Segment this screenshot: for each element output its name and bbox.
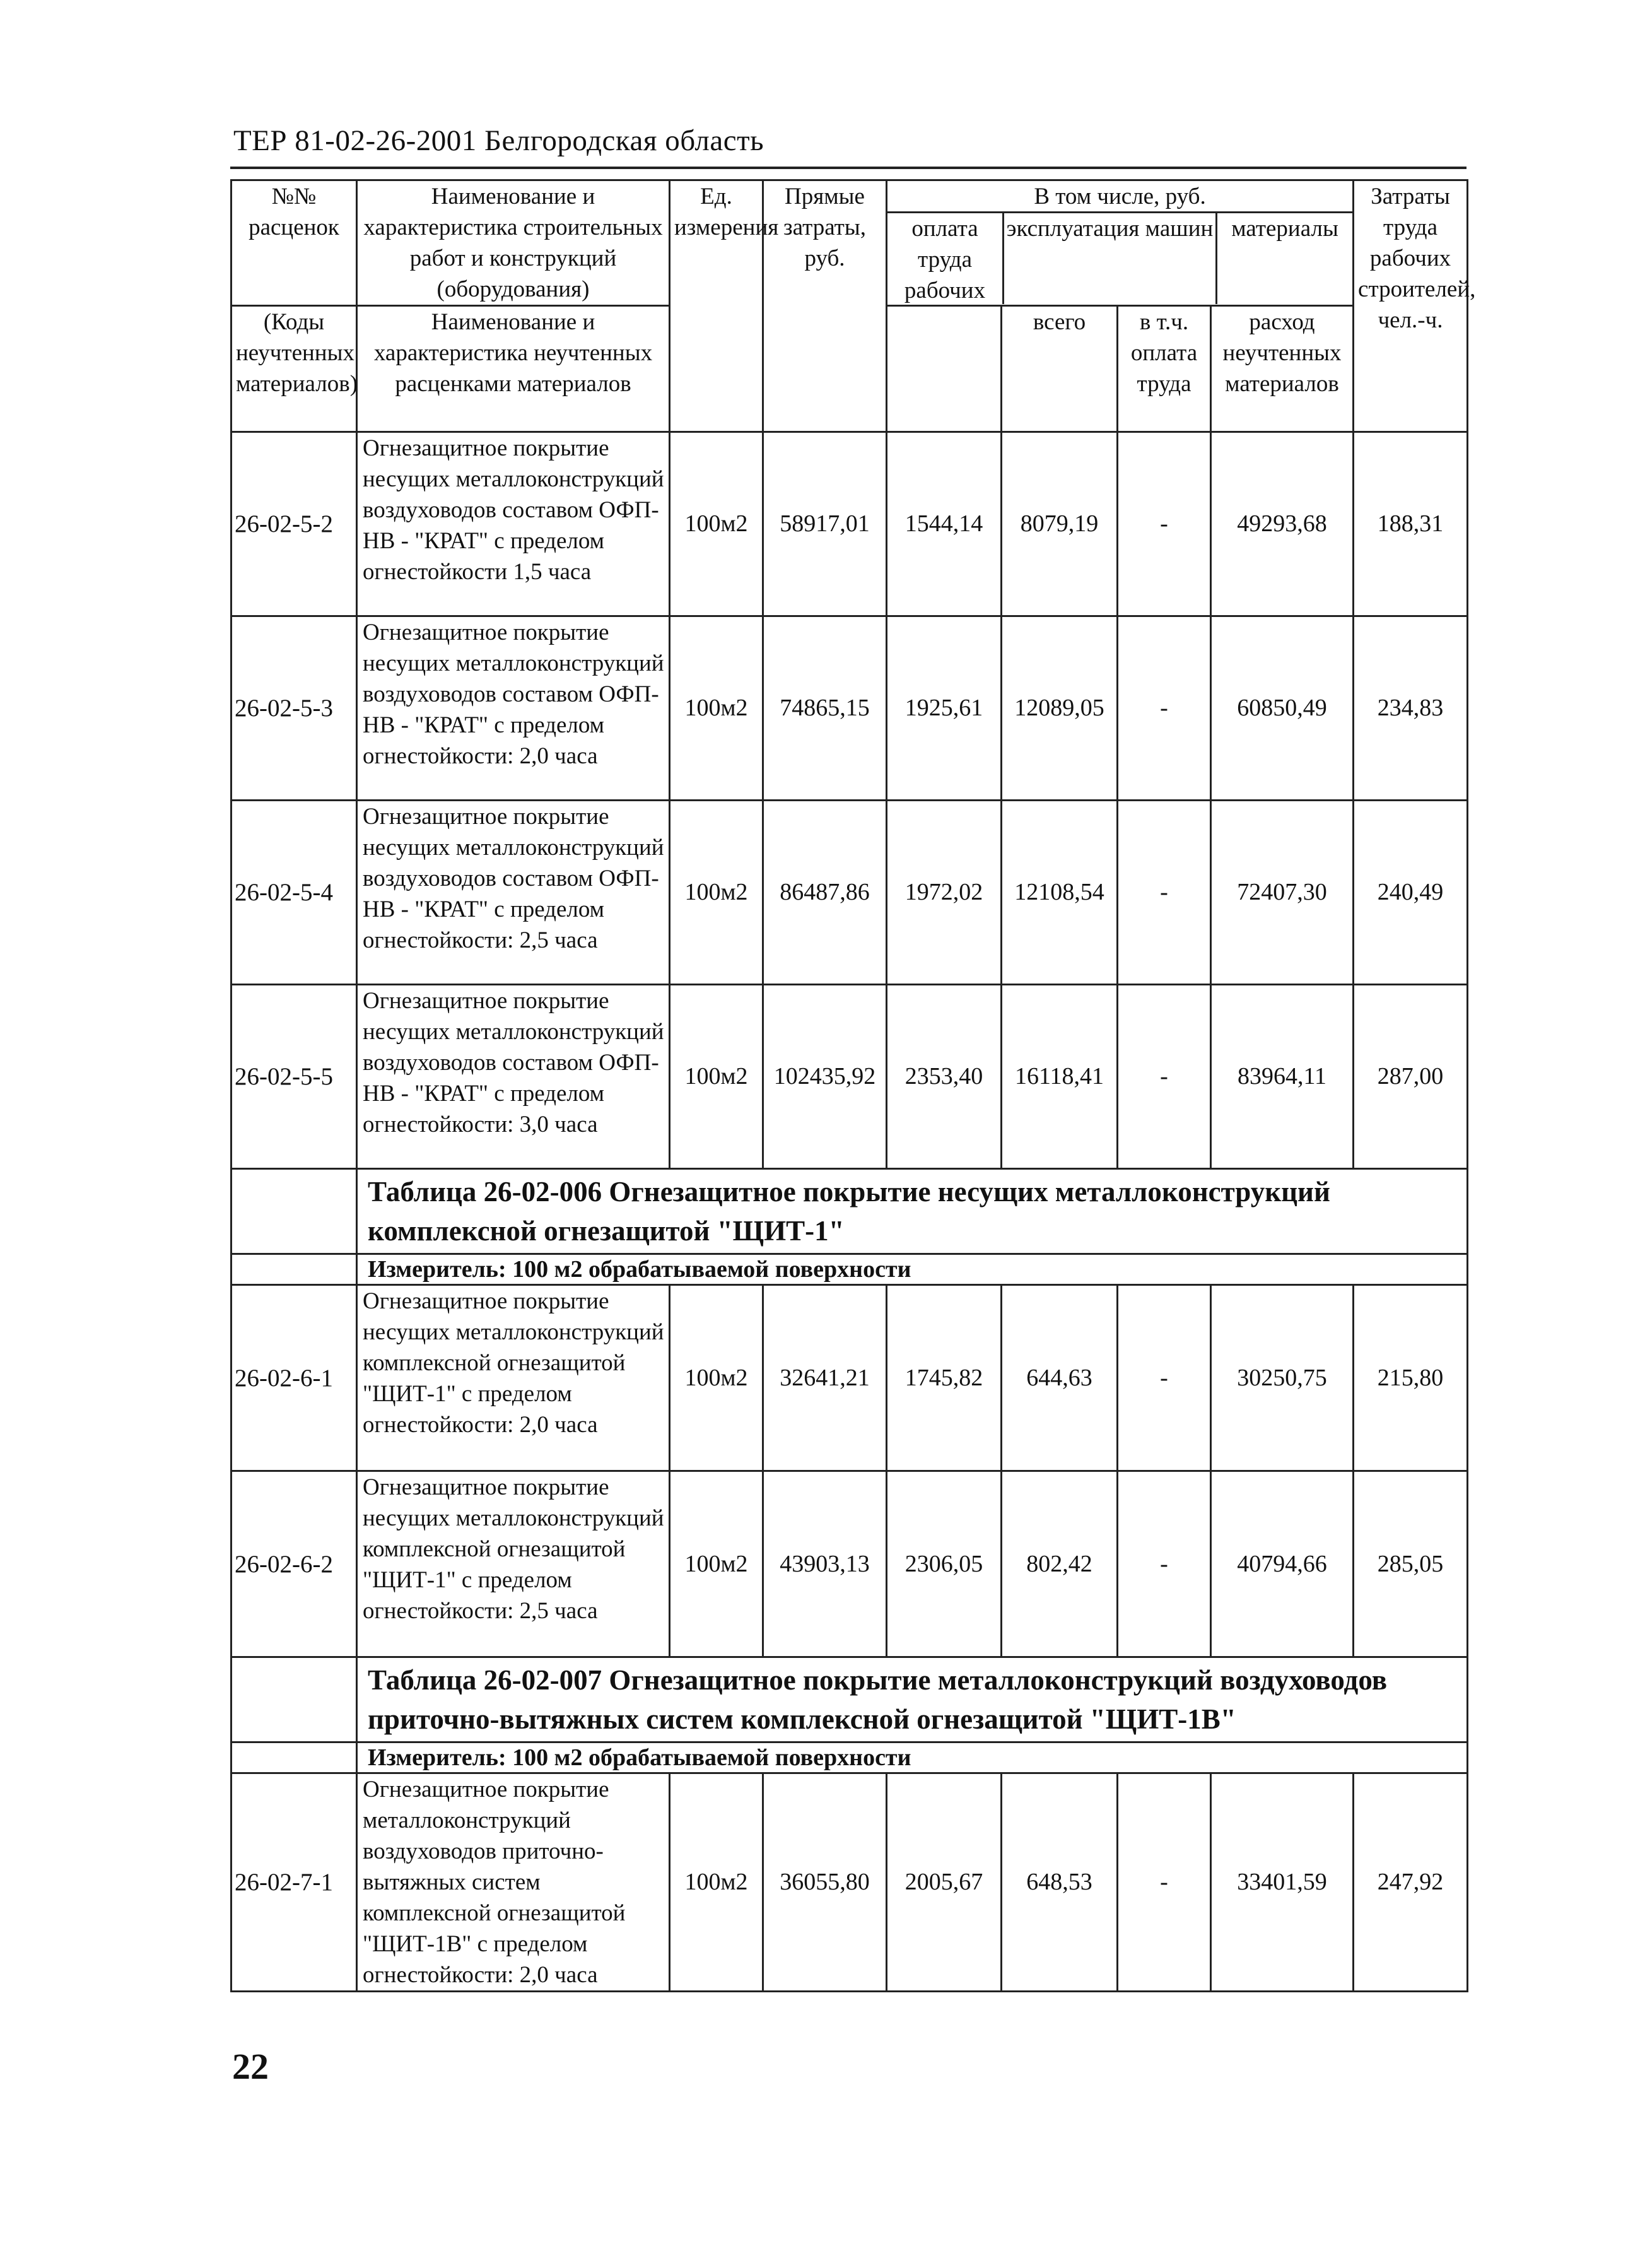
rate-machines-total: 12108,54 xyxy=(1002,801,1118,985)
rate-materials: 40794,66 xyxy=(1211,1471,1354,1657)
rate-machines-labor: - xyxy=(1118,1773,1211,1992)
header-rule xyxy=(230,167,1466,169)
rate-materials: 49293,68 xyxy=(1211,432,1354,616)
header-unit: Ед. измерения xyxy=(670,180,763,432)
rate-materials: 72407,30 xyxy=(1211,801,1354,985)
rate-description: Огнезащитное покрытие металлоконструкций воздуховодов приточно-вытяжных систем комплексной огнезащитой "ЩИТ-1В" с пределом огнестойкости: 2,0 часа xyxy=(357,1773,670,1992)
header-code: №№ расценок xyxy=(231,180,357,306)
rate-labor-pay: 1972,02 xyxy=(887,801,1002,985)
rate-labor-pay: 2306,05 xyxy=(887,1471,1002,1657)
rate-direct: 86487,86 xyxy=(763,801,887,985)
page-number: 22 xyxy=(232,2046,269,2087)
rate-labor-hours: 240,49 xyxy=(1354,801,1468,985)
table-row xyxy=(231,1471,1468,1657)
header-name: Наименование и характеристика строительных работ и конструкций (оборудования) xyxy=(357,180,670,306)
header-labor-costs: Затраты труда рабочих строителей, чел.-ч. xyxy=(1354,180,1468,432)
table-row xyxy=(231,801,1468,985)
rate-machines-total: 648,53 xyxy=(1002,1773,1118,1992)
header-name-sub: Наименование и характеристика неучтенных расценками материалов xyxy=(357,306,670,432)
header-materials-sub: расход неучтенных материалов xyxy=(1211,306,1354,432)
rate-code: 26-02-5-3 xyxy=(231,616,357,801)
section-measure-006: Измеритель: 100 м2 обрабатываемой поверхности xyxy=(357,1254,1468,1285)
header-labor-pay-blank xyxy=(887,306,1002,432)
rate-description: Огнезащитное покрытие несущих металлоконструкций комплексной огнезащитой "ЩИТ-1" с пределом огнестойкости: 2,5 часа xyxy=(357,1471,670,1657)
rate-code: 26-02-5-5 xyxy=(231,985,357,1169)
rate-machines-total: 8079,19 xyxy=(1002,432,1118,616)
rate-unit: 100м2 xyxy=(670,1773,763,1992)
header-machines: эксплуатация машин xyxy=(1004,213,1217,304)
rate-code: 26-02-5-2 xyxy=(231,432,357,616)
rate-materials: 30250,75 xyxy=(1211,1285,1354,1471)
rate-labor-pay: 1925,61 xyxy=(887,616,1002,801)
header-machines-total: всего xyxy=(1002,306,1118,432)
rate-unit: 100м2 xyxy=(670,801,763,985)
header-labor-pay: оплата труда рабочих xyxy=(887,213,1004,304)
table-row xyxy=(231,985,1468,1169)
rate-direct: 43903,13 xyxy=(763,1471,887,1657)
document-header: ТЕР 81-02-26-2001 Белгородская область xyxy=(233,124,764,157)
section-measure-row xyxy=(231,1254,1468,1285)
rate-machines-labor: - xyxy=(1118,801,1211,985)
table-row xyxy=(231,616,1468,801)
rate-code: 26-02-6-2 xyxy=(231,1471,357,1657)
rate-machines-labor: - xyxy=(1118,985,1211,1169)
rate-materials: 33401,59 xyxy=(1211,1773,1354,1992)
header-including: В том числе, руб. xyxy=(887,181,1352,213)
header-including-group xyxy=(887,180,1354,306)
table-row xyxy=(231,432,1468,616)
section-title-007: Таблица 26-02-007 Огнезащитное покрытие металлоконструкций воздуховодов приточно-вытяжных систем комплексной огнезащитой "ЩИТ-1В" xyxy=(357,1657,1468,1742)
rate-unit: 100м2 xyxy=(670,432,763,616)
rate-machines-total: 644,63 xyxy=(1002,1285,1118,1471)
rate-unit: 100м2 xyxy=(670,1471,763,1657)
header-materials: материалы xyxy=(1231,216,1338,242)
rate-code: 26-02-5-4 xyxy=(231,801,357,985)
rate-unit: 100м2 xyxy=(670,985,763,1169)
rate-machines-total: 12089,05 xyxy=(1002,616,1118,801)
rate-labor-hours: 188,31 xyxy=(1354,432,1468,616)
table-row xyxy=(231,1285,1468,1471)
rate-labor-hours: 287,00 xyxy=(1354,985,1468,1169)
rate-labor-pay: 1544,14 xyxy=(887,432,1002,616)
rate-unit: 100м2 xyxy=(670,1285,763,1471)
rate-direct: 32641,21 xyxy=(763,1285,887,1471)
rate-machines-labor: - xyxy=(1118,1285,1211,1471)
rate-materials: 83964,11 xyxy=(1211,985,1354,1169)
table-row xyxy=(231,1773,1468,1992)
rate-direct: 74865,15 xyxy=(763,616,887,801)
section-title-006: Таблица 26-02-006 Огнезащитное покрытие несущих металлоконструкций комплексной огнезащитой "ЩИТ-1" xyxy=(357,1169,1468,1254)
rate-machines-total: 16118,41 xyxy=(1002,985,1118,1169)
rate-machines-total: 802,42 xyxy=(1002,1471,1118,1657)
rate-machines-labor: - xyxy=(1118,616,1211,801)
header-code-sub: (Коды неучтенных материалов) xyxy=(231,306,357,432)
rate-machines-labor: - xyxy=(1118,432,1211,616)
rate-description: Огнезащитное покрытие несущих металлоконструкций воздуховодов составом ОФП-НВ - "КРАТ" с пределом огнестойкости: 3,0 часа xyxy=(357,985,670,1169)
section-title-row xyxy=(231,1657,1468,1742)
rate-materials: 60850,49 xyxy=(1211,616,1354,801)
section-measure-row xyxy=(231,1742,1468,1773)
rate-labor-hours: 215,80 xyxy=(1354,1285,1468,1471)
rate-direct: 36055,80 xyxy=(763,1773,887,1992)
rate-description: Огнезащитное покрытие несущих металлоконструкций воздуховодов составом ОФП-НВ - "КРАТ" с пределом огнестойкости: 2,5 часа xyxy=(357,801,670,985)
rate-direct: 102435,92 xyxy=(763,985,887,1169)
rate-labor-hours: 234,83 xyxy=(1354,616,1468,801)
section-title-row xyxy=(231,1169,1468,1254)
rate-labor-hours: 285,05 xyxy=(1354,1471,1468,1657)
rate-unit: 100м2 xyxy=(670,616,763,801)
rate-labor-pay: 2005,67 xyxy=(887,1773,1002,1992)
header-direct-costs: Прямые затраты, руб. xyxy=(763,180,887,432)
rate-description: Огнезащитное покрытие несущих металлоконструкций воздуховодов составом ОФП-НВ - "КРАТ" с пределом огнестойкости: 2,0 часа xyxy=(357,616,670,801)
rates-table xyxy=(230,179,1476,1992)
rate-code: 26-02-7-1 xyxy=(231,1773,357,1992)
rate-labor-pay: 2353,40 xyxy=(887,985,1002,1169)
rate-description: Огнезащитное покрытие несущих металлоконструкций комплексной огнезащитой "ЩИТ-1" с пределом огнестойкости: 2,0 часа xyxy=(357,1285,670,1471)
rate-labor-pay: 1745,82 xyxy=(887,1285,1002,1471)
rate-labor-hours: 247,92 xyxy=(1354,1773,1468,1992)
rate-code: 26-02-6-1 xyxy=(231,1285,357,1471)
rate-description: Огнезащитное покрытие несущих металлоконструкций воздуховодов составом ОФП-НВ - "КРАТ" с пределом огнестойкости 1,5 часа xyxy=(357,432,670,616)
header-row-top xyxy=(231,180,1468,306)
section-measure-007: Измеритель: 100 м2 обрабатываемой поверхности xyxy=(357,1742,1468,1773)
rate-direct: 58917,01 xyxy=(763,432,887,616)
header-machines-labor: в т.ч. оплата труда xyxy=(1118,306,1211,432)
rate-machines-labor: - xyxy=(1118,1471,1211,1657)
